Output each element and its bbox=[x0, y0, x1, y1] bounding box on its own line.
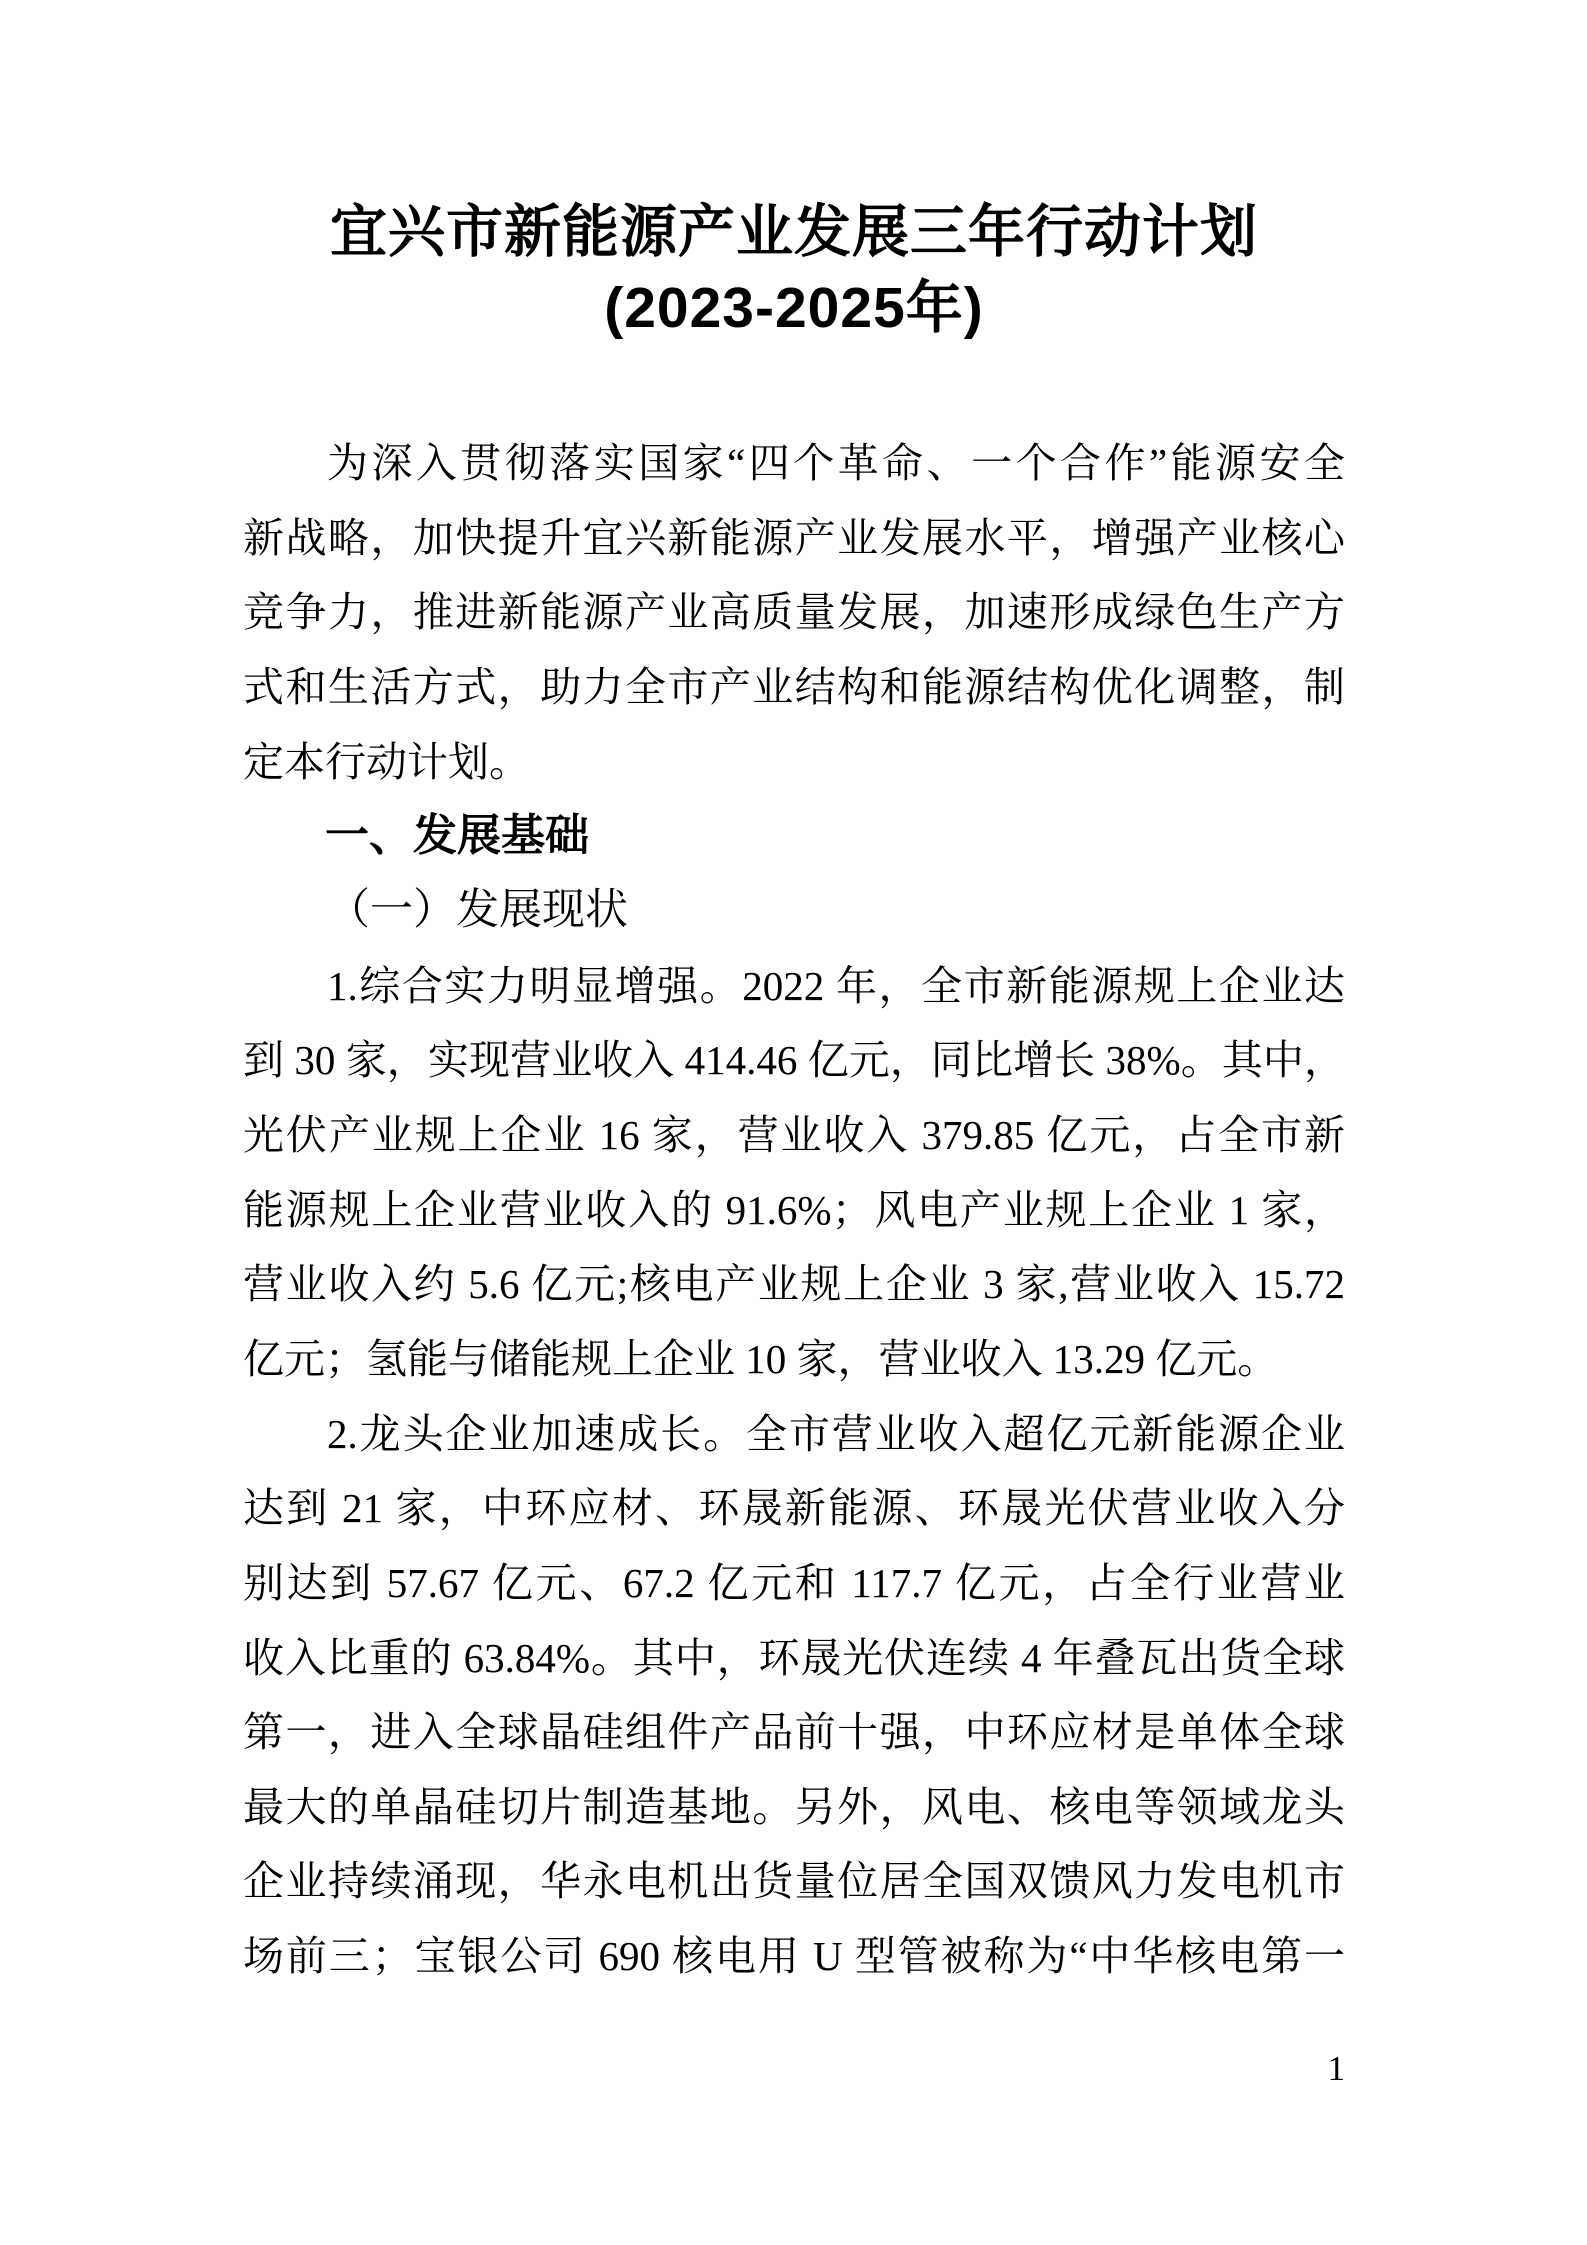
text-line: 到 30 家，实现营业收入 414.46 亿元，同比增长 38%。其中， bbox=[243, 1037, 1345, 1084]
text-line: 1.综合实力明显增强。2022 年，全市新能源规上企业达 bbox=[327, 962, 1345, 1009]
subsection-heading: （一）发展现状 bbox=[327, 886, 628, 934]
page-number: 1 bbox=[1327, 2049, 1345, 2088]
text-line: 第一，进入全球晶硅组件产品前十强，中环应材是单体全球 bbox=[243, 1709, 1345, 1756]
text-line: 式和生活方式，助力全市产业结构和能源结构优化调整，制 bbox=[243, 663, 1345, 710]
text-line: 2.龙头企业加速成长。全市营业收入超亿元新能源企业 bbox=[327, 1410, 1345, 1457]
text-line: 光伏产业规上企业 16 家，营业收入 379.85 亿元，占全市新 bbox=[243, 1111, 1345, 1158]
text-line: 能源规上企业营业收入的 91.6%；风电产业规上企业 1 家， bbox=[243, 1186, 1345, 1233]
text-line: 定本行动计划。 bbox=[243, 738, 530, 785]
text-line: 最大的单晶硅切片制造基地。另外，风电、核电等领域龙头 bbox=[243, 1783, 1345, 1830]
document-title bbox=[243, 194, 1345, 346]
text-line: 场前三；宝银公司 690 核电用 U 型管被称为“中华核电第一 bbox=[243, 1933, 1345, 1980]
text-line: 亿元；氢能与储能规上企业 10 家，营业收入 13.29 亿元。 bbox=[243, 1335, 1279, 1382]
section-heading: 一、发展基础 bbox=[325, 811, 589, 861]
text-line: 达到 21 家，中环应材、环晟新能源、环晟光伏营业收入分 bbox=[243, 1485, 1345, 1532]
document-title-line-1: 宜兴市新能源产业发展三年行动计划 bbox=[330, 200, 1258, 264]
text-line: 新战略，加快提升宜兴新能源产业发展水平，增强产业核心 bbox=[243, 514, 1345, 561]
text-line: 竞争力，推进新能源产业高质量发展，加速形成绿色生产方 bbox=[243, 589, 1345, 636]
text-line: 企业持续涌现，华永电机出货量位居全国双馈风力发电机市 bbox=[243, 1858, 1345, 1905]
text-line: 营业收入约 5.6 亿元;核电产业规上企业 3 家,营业收入 15.72 bbox=[243, 1261, 1345, 1308]
text-line: 收入比重的 63.84%。其中，环晟光伏连续 4 年叠瓦出货全球 bbox=[243, 1634, 1345, 1681]
text-line: 为深入贯彻落实国家“四个革命、一个合作”能源安全 bbox=[327, 440, 1345, 486]
text-line: 别达到 57.67 亿元、67.2 亿元和 117.7 亿元，占全行业营业 bbox=[243, 1559, 1345, 1606]
document-title-line-2: (2023-2025年) bbox=[604, 276, 984, 340]
document-body bbox=[243, 426, 1345, 1994]
